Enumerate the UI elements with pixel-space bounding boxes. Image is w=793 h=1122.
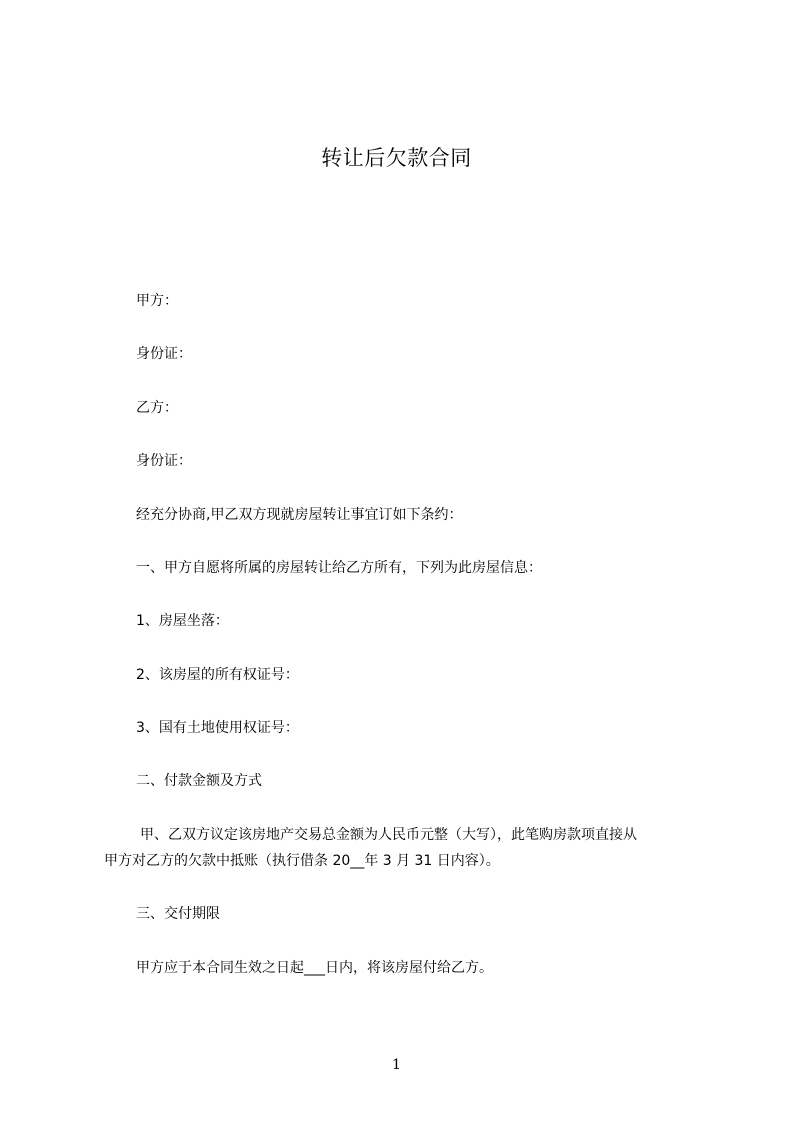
payment-paragraph-line-1: 甲、乙双方议定该房地产交易总金额为人民币元整（大写），此笔购房款项直接从: [140, 827, 637, 843]
page-number: 1: [392, 1057, 401, 1073]
party-b-id-line: 身份证：: [136, 453, 192, 469]
ownership-certificate-line: 2、该房屋的所有权证号：: [136, 667, 299, 683]
intro-paragraph: 经充分协商,甲乙双方现就房屋转让事宜订如下条约：: [136, 507, 463, 523]
party-a-line: 甲方：: [136, 293, 178, 309]
party-b-line: 乙方：: [136, 400, 178, 416]
delivery-paragraph: 甲方应于本合同生效之日起___日内，将该房屋付给乙方。: [136, 960, 493, 976]
payment-paragraph-line-2: 甲方对乙方的欠款中抵账（执行借条 20__年 3 月 31 日内容）。: [104, 853, 500, 869]
property-location-line: 1、房屋坐落：: [136, 613, 229, 629]
document-title: 转让后欠款合同: [321, 146, 472, 170]
section-2-heading: 二、付款金额及方式: [136, 773, 262, 789]
section-1-heading: 一、甲方自愿将所属的房屋转让给乙方所有，下列为此房屋信息：: [136, 560, 542, 576]
party-a-id-line: 身份证：: [136, 346, 192, 362]
section-3-heading: 三、交付期限: [136, 906, 220, 922]
land-use-certificate-line: 3、国有土地使用权证号：: [136, 720, 299, 736]
